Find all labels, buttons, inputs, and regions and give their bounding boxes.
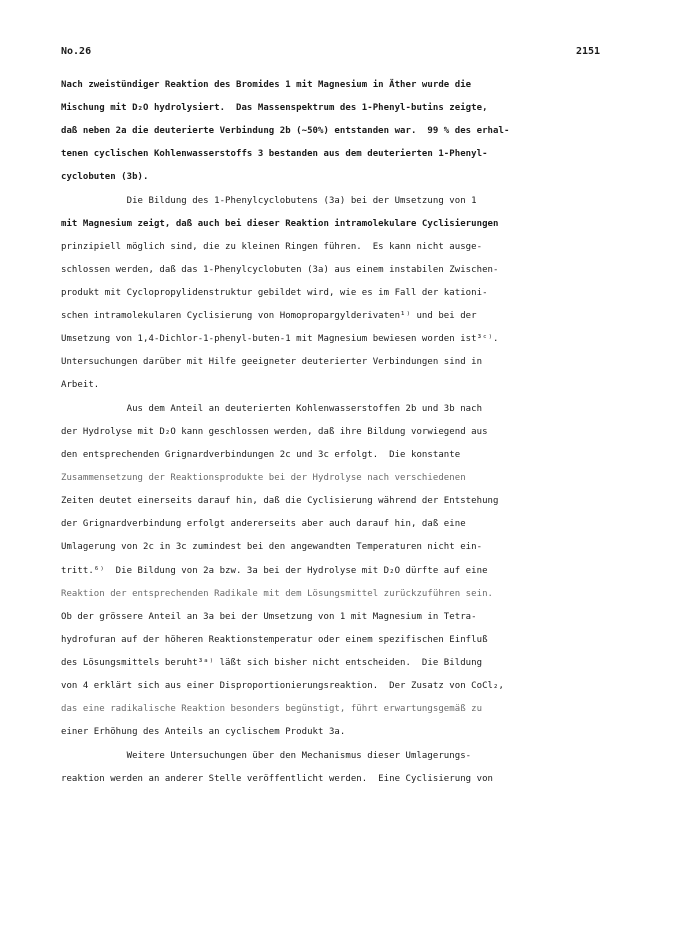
text-line: cyclobuten (3b). — [61, 172, 149, 182]
text-line: schlossen werden, daß das 1-Phenylcyclobuten (3a) aus einem instabilen Zwischen- — [61, 265, 499, 275]
text-line: mit Magnesium zeigt, daß auch bei dieser Reaktion intramolekulare Cyclisierungen — [61, 219, 499, 229]
text-line: einer Erhöhung des Anteils an cyclischem Produkt 3a. — [61, 727, 346, 737]
text-line: der Grignardverbindung erfolgt andererseits aber auch darauf hin, daß eine — [61, 519, 466, 529]
text-line: Umsetzung von 1,4-Dichlor-1-phenyl-buten-1 mit Magnesium bewiesen worden ist³ᶜ⁾. — [61, 334, 499, 344]
text-line: des Lösungsmittels beruht³ᵃ⁾ läßt sich bisher nicht entscheiden. Die Bildung — [61, 658, 483, 668]
text-line: tritt.⁶⁾ Die Bildung von 2a bzw. 3a bei der Hydrolyse mit D₂O dürfte auf eine — [61, 566, 488, 576]
journal-issue: No.26 — [61, 46, 92, 57]
text-line: Ob der grössere Anteil an 3a bei der Umsetzung von 1 mit Magnesium in Tetra- — [61, 612, 477, 622]
text-line: der Hydrolyse mit D₂O kann geschlossen werden, daß ihre Bildung vorwiegend aus — [61, 427, 488, 437]
text-line: schen intramolekularen Cyclisierung von Homopropargylderivaten¹⁾ und bei der — [61, 311, 477, 321]
text-line: Reaktion der entsprechenden Radikale mit dem Lösungsmittel zurückzuführen sein. — [61, 589, 494, 599]
text-line: prinzipiell möglich sind, die zu kleinen Ringen führen. Es kann nicht ausge- — [61, 242, 483, 252]
text-line: das eine radikalische Reaktion besonders begünstigt, führt erwartungsgemäß zu — [61, 704, 483, 714]
text-line: den entsprechenden Grignardverbindungen 2c und 3c erfolgt. Die konstante — [61, 450, 461, 460]
text-line: Untersuchungen darüber mit Hilfe geeigneter deuterierter Verbindungen sind in — [61, 357, 483, 367]
text-line: Zusammensetzung der Reaktionsprodukte bei der Hydrolyse nach verschiedenen — [61, 473, 466, 483]
text-line: Arbeit. — [61, 380, 100, 390]
text-line: tenen cyclischen Kohlenwasserstoffs 3 bestanden aus dem deuterierten 1-Phenyl- — [61, 149, 488, 159]
text-line: hydrofuran auf der höheren Reaktionstemperatur oder einem spezifischen Einfluß — [61, 635, 488, 645]
page-number: 2151 — [576, 46, 601, 57]
text-line: Umlagerung von 2c in 3c zumindest bei den angewandten Temperaturen nicht ein- — [61, 542, 483, 552]
text-line: Zeiten deutet einerseits darauf hin, daß die Cyclisierung während der Entstehung — [61, 496, 499, 506]
text-line: Nach zweistündiger Reaktion des Bromides 1 mit Magnesium in Äther wurde die — [61, 80, 472, 90]
text-line: produkt mit Cyclopropylidenstruktur gebildet wird, wie es im Fall der kationi- — [61, 288, 488, 298]
text-line: daß neben 2a die deuterierte Verbindung 2b (~50%) entstanden war. 99 % des erhal- — [61, 126, 510, 136]
text-line: reaktion werden an anderer Stelle veröffentlicht werden. Eine Cyclisierung von — [61, 774, 494, 784]
text-line: Mischung mit D₂O hydrolysiert. Das Massenspektrum des 1-Phenyl-butins zeigte, — [61, 103, 488, 113]
text-line: Die Bildung des 1-Phenylcyclobutens (3a) bei der Umsetzung von 1 — [61, 196, 477, 206]
text-line: Aus dem Anteil an deuterierten Kohlenwasserstoffen 2b und 3b nach — [61, 404, 483, 414]
text-line: Weitere Untersuchungen über den Mechanismus dieser Umlagerungs- — [61, 751, 472, 761]
text-line: von 4 erklärt sich aus einer Disproportionierungsreaktion. Der Zusatz von CoCl₂, — [61, 681, 504, 691]
